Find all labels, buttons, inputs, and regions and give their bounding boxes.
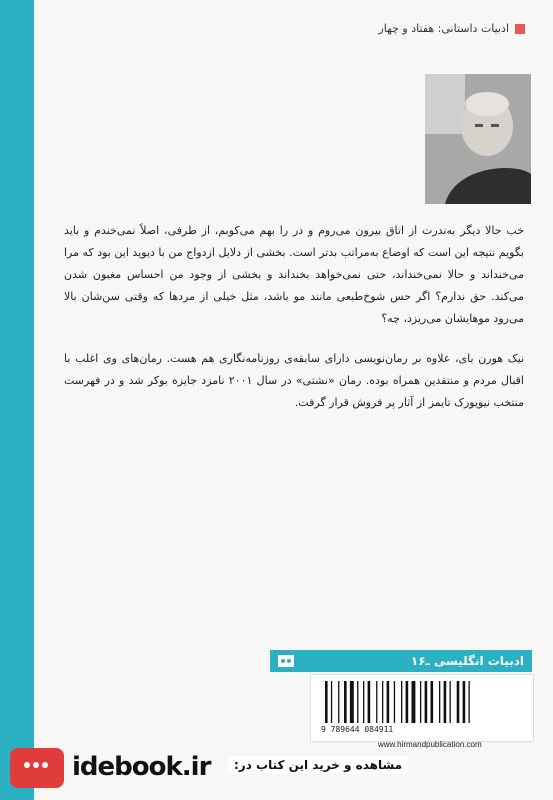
brand-logo-text[interactable]: idebook.ir	[72, 752, 211, 782]
series-text: ادبیات داستانی: هفتاد و چهار	[378, 22, 509, 35]
red-square-icon	[515, 24, 525, 34]
excerpt-paragraph: خب حالا دیگر به‌ندرت از اتاق بیرون می‌روم و در را بهم می‌کوبم، از طرفی، اصلاً نمی‌خندم و باید بگویم نتیجه این است که اوضاع به‌مراتب بدتر است. بخشی از دلایل ازدواج من با دیوید این بود که مرا می‌خنداند و حالا نمی‌خنداند، حتی نمی‌خواهد بخنداند و بخشی از وجود من احساس مغبون شدن می‌کند. حق ندارم؟ اگر حس شوخ‌طبعی مانند مو باشد، مثل خیلی از مردها که وقتی سن‌شان بالا می‌رود موهایشان می‌ریزد، چه؟	[64, 224, 524, 325]
double-dot-icon	[278, 655, 294, 667]
promo-banner	[0, 748, 553, 788]
phone-icon	[10, 748, 64, 788]
series-badge-label: ادبیات انگلیسی ـ۱۶	[410, 654, 524, 668]
teal-side-band	[0, 0, 34, 800]
barcode-icon	[321, 681, 521, 723]
author-portrait-icon	[425, 74, 531, 204]
series-label	[378, 22, 525, 35]
barcode-box	[310, 674, 534, 742]
banner-slogan: مشاهده و خرید این کتاب در:	[228, 756, 408, 774]
author-photo	[425, 74, 531, 204]
author-bio-paragraph: نیک هورن بای، علاوه بر رمان‌نویسی دارای سابقه‌ی روزنامه‌نگاری هم هست. رمان‌های وی اغلب با اقبال مردم و منتقدین همراه بوده. رمان «نشتی» در سال ۲۰۰۱ نامزد جایزه بوکر شد و در فهرست منتخب نیویورک تایمز از آثار پر فروش قرار گرفت.	[64, 352, 524, 409]
series-badge	[270, 650, 532, 672]
publisher-website: www.hirmandpublication.com	[378, 740, 482, 749]
isbn-text: 9 789644 084911	[321, 725, 394, 734]
